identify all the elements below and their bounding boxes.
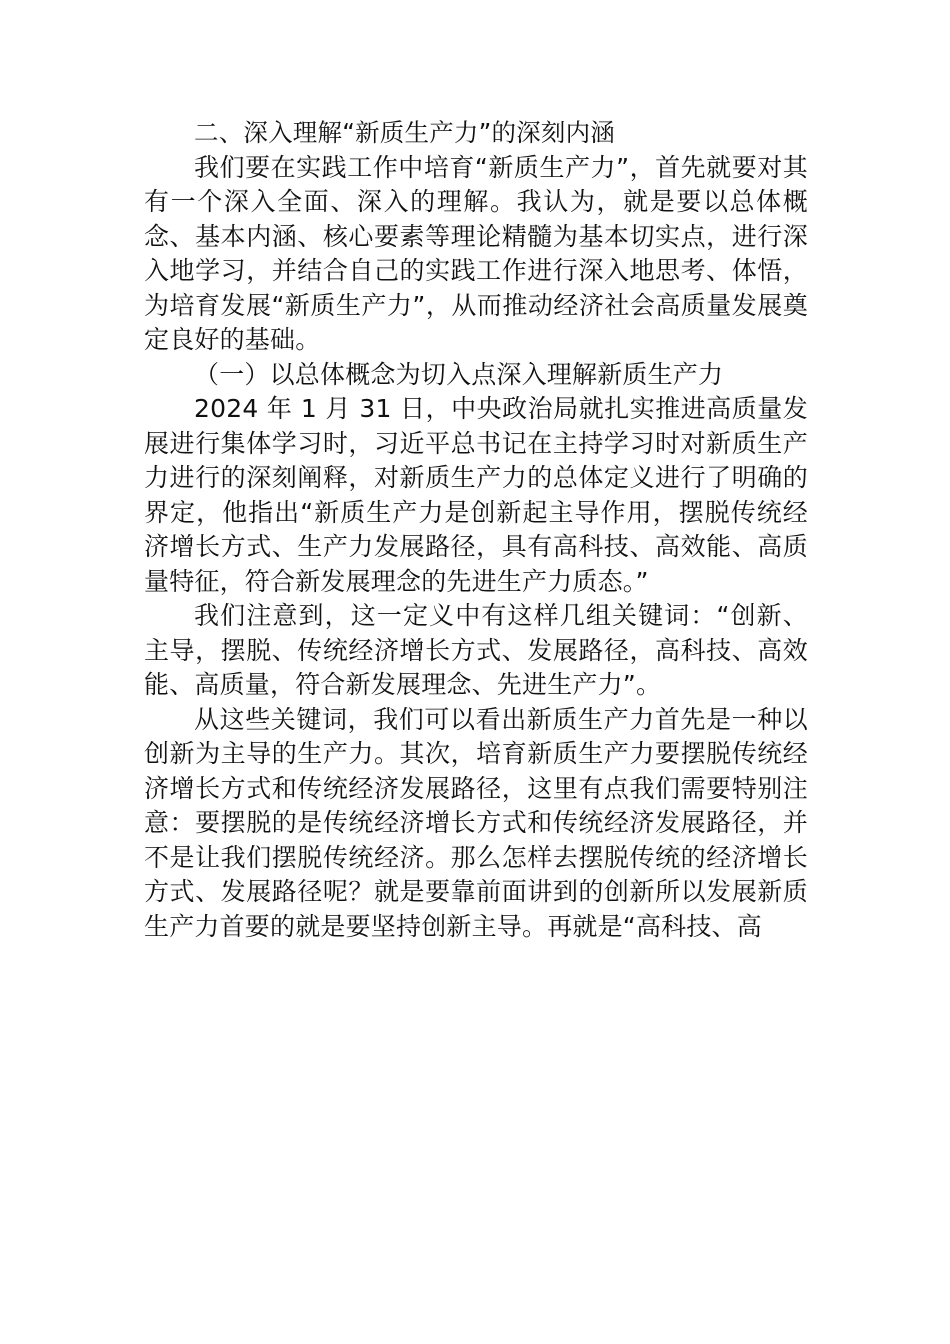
body-paragraph-1: 2024 年 1 月 31 日，中央政治局就扎实推进高质量发展进行集体学习时，习近平总书记在主持学习时对新质生产力进行的深刻阐释，对新质生产力的总体定义进行了明确的界定，他指出“新质生产力是创新起主导作用，摆脱传统经济增长方式、生产力发展路径，具有高科技、高效能、高质量特征，符合新发展理念的先进生产力质态。” bbox=[144, 394, 808, 596]
document-page bbox=[144, 116, 808, 944]
intro-paragraph: 我们要在实践工作中培育“新质生产力”，首先就要对其有一个深入全面、深入的理解。我认为，就是要以总体概念、基本内涵、核心要素等理论精髓为基本切实点，进行深入地学习，并结合自己的实践工作进行深入地思考、体悟，为培育发展“新质生产力”，从而推动经济社会高质量发展奠定良好的基础。 bbox=[144, 152, 808, 354]
body-paragraph-3: 从这些关键词，我们可以看出新质生产力首先是一种以创新为主导的生产力。其次，培育新质生产力要摆脱传统经济增长方式和传统经济发展路径，这里有点我们需要特别注意：要摆脱的是传统经济增长方式和传统经济发展路径，并不是让我们摆脱传统经济。那么怎样去摆脱传统的经济增长方式、发展路径呢？就是要靠前面讲到的创新所以发展新质生产力首要的就是要坚持创新主导。再就是“高科技、高 bbox=[144, 704, 808, 941]
body-paragraph-2: 我们注意到，这一定义中有这样几组关键词：“创新、主导，摆脱、传统经济增长方式、发展路径，高科技、高效能、高质量，符合新发展理念、先进生产力”。 bbox=[144, 601, 808, 699]
subsection-heading: （一）以总体概念为切入点深入理解新质生产力 bbox=[194, 359, 724, 389]
section-heading: 二、深入理解“新质生产力”的深刻内涵 bbox=[194, 118, 615, 147]
